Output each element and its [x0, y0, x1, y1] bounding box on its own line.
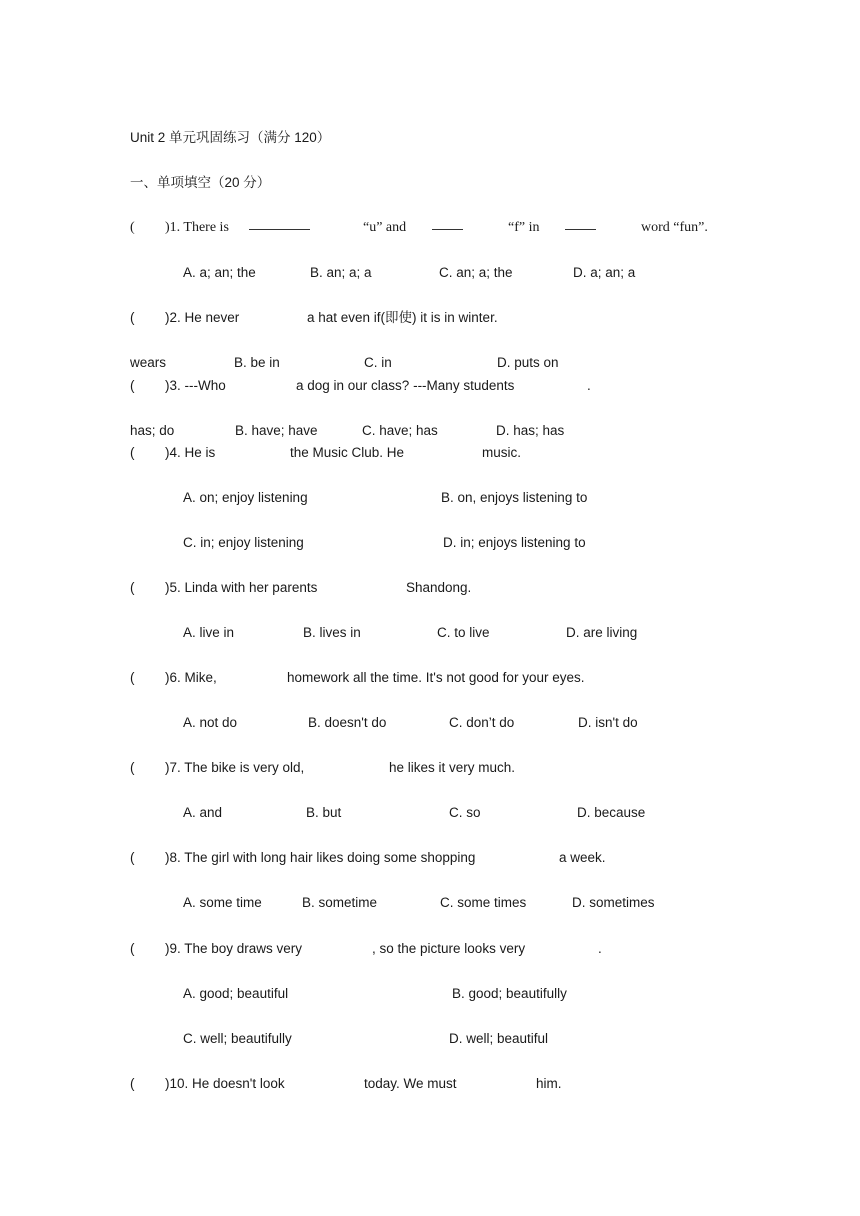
option-c: C. in; enjoy listening: [183, 535, 304, 550]
option-a: A. good; beautiful: [183, 986, 289, 1001]
question-text: word “fun”.: [641, 220, 708, 235]
option-a: A. live in: [183, 625, 235, 640]
question-text: a dog in our class? ---Many students: [296, 378, 515, 393]
answer-paren: (: [130, 580, 135, 595]
option-c: C. don’t do: [449, 715, 515, 730]
question-text: him.: [536, 1076, 562, 1091]
question-text: the Music Club. He: [290, 445, 405, 460]
option-b: B. have; have: [235, 423, 318, 438]
option-c: C. well; beautifully: [183, 1031, 292, 1046]
answer-paren: (: [130, 1076, 135, 1091]
option-a: A. some time: [183, 895, 262, 910]
option-d: D. sometimes: [572, 895, 655, 910]
answer-blank: [565, 229, 596, 230]
question-stem: )7. The bike is very old,: [165, 760, 305, 775]
option-b: B. on, enjoys listening to: [441, 490, 588, 505]
worksheet-title: Unit 2 单元巩固练习（满分 120）: [130, 130, 331, 145]
answer-paren: (: [130, 445, 135, 460]
question-stem: )2. He never: [165, 310, 240, 325]
answer-paren: (: [130, 760, 135, 775]
answer-paren: (: [130, 220, 135, 235]
question-text: today. We must: [364, 1076, 457, 1091]
question-stem: )3. ---Who: [165, 378, 226, 393]
option-d: D. well; beautiful: [449, 1031, 549, 1046]
question-stem: )8. The girl with long hair likes doing some shopping: [165, 850, 476, 865]
question-text: he likes it very much.: [389, 760, 516, 775]
question-text: Shandong.: [406, 580, 472, 595]
answer-paren: (: [130, 378, 135, 393]
option-b: B. lives in: [303, 625, 361, 640]
answer-paren: (: [130, 310, 135, 325]
option-a: A. not do: [183, 715, 238, 730]
question-stem: )5. Linda with her parents: [165, 580, 318, 595]
option-b: B. be in: [234, 355, 280, 370]
option-d: D. are living: [566, 625, 638, 640]
option-b: B. good; beautifully: [452, 986, 567, 1001]
option-c: C. so: [449, 805, 481, 820]
section-heading: 一、单项填空（20 分）: [130, 175, 271, 190]
question-text: a week.: [559, 850, 606, 865]
option-c: C. to live: [437, 625, 490, 640]
option-b: B. sometime: [302, 895, 378, 910]
option-d: D. has; has: [496, 423, 565, 438]
option-a: wears: [130, 355, 167, 370]
question-stem: )9. The boy draws very: [165, 941, 303, 956]
question-stem: )6. Mike,: [165, 670, 217, 685]
question-text: homework all the time. It's not good for your eyes.: [287, 670, 585, 685]
option-a: A. on; enjoy listening: [183, 490, 308, 505]
question-text: .: [598, 941, 602, 956]
answer-paren: (: [130, 670, 135, 685]
question-text: “u” and: [363, 220, 407, 235]
answer-blank: [432, 229, 463, 230]
question-text: .: [587, 378, 591, 393]
option-d: D. puts on: [497, 355, 559, 370]
answer-paren: (: [130, 941, 135, 956]
question-stem: )1. There is: [165, 220, 229, 235]
question-stem: )10. He doesn't look: [165, 1076, 285, 1091]
option-d: D. a; an; a: [573, 265, 636, 280]
option-b: B. doesn't do: [308, 715, 387, 730]
option-a: has; do: [130, 423, 175, 438]
option-c: C. in: [364, 355, 392, 370]
question-stem: )4. He is: [165, 445, 216, 460]
answer-paren: (: [130, 850, 135, 865]
question-text: “f” in: [508, 220, 540, 235]
option-c: C. some times: [440, 895, 527, 910]
option-a: A. a; an; the: [183, 265, 256, 280]
question-text: , so the picture looks very: [372, 941, 526, 956]
option-d: D. because: [577, 805, 646, 820]
option-d: D. in; enjoys listening to: [443, 535, 586, 550]
option-a: A. and: [183, 805, 223, 820]
question-text: a hat even if(即使) it is in winter.: [307, 310, 498, 325]
option-c: C. have; has: [362, 423, 438, 438]
option-b: B. an; a; a: [310, 265, 372, 280]
option-b: B. but: [306, 805, 342, 820]
option-d: D. isn't do: [578, 715, 638, 730]
answer-blank: [249, 229, 310, 230]
question-text: music.: [482, 445, 522, 460]
option-c: C. an; a; the: [439, 265, 513, 280]
